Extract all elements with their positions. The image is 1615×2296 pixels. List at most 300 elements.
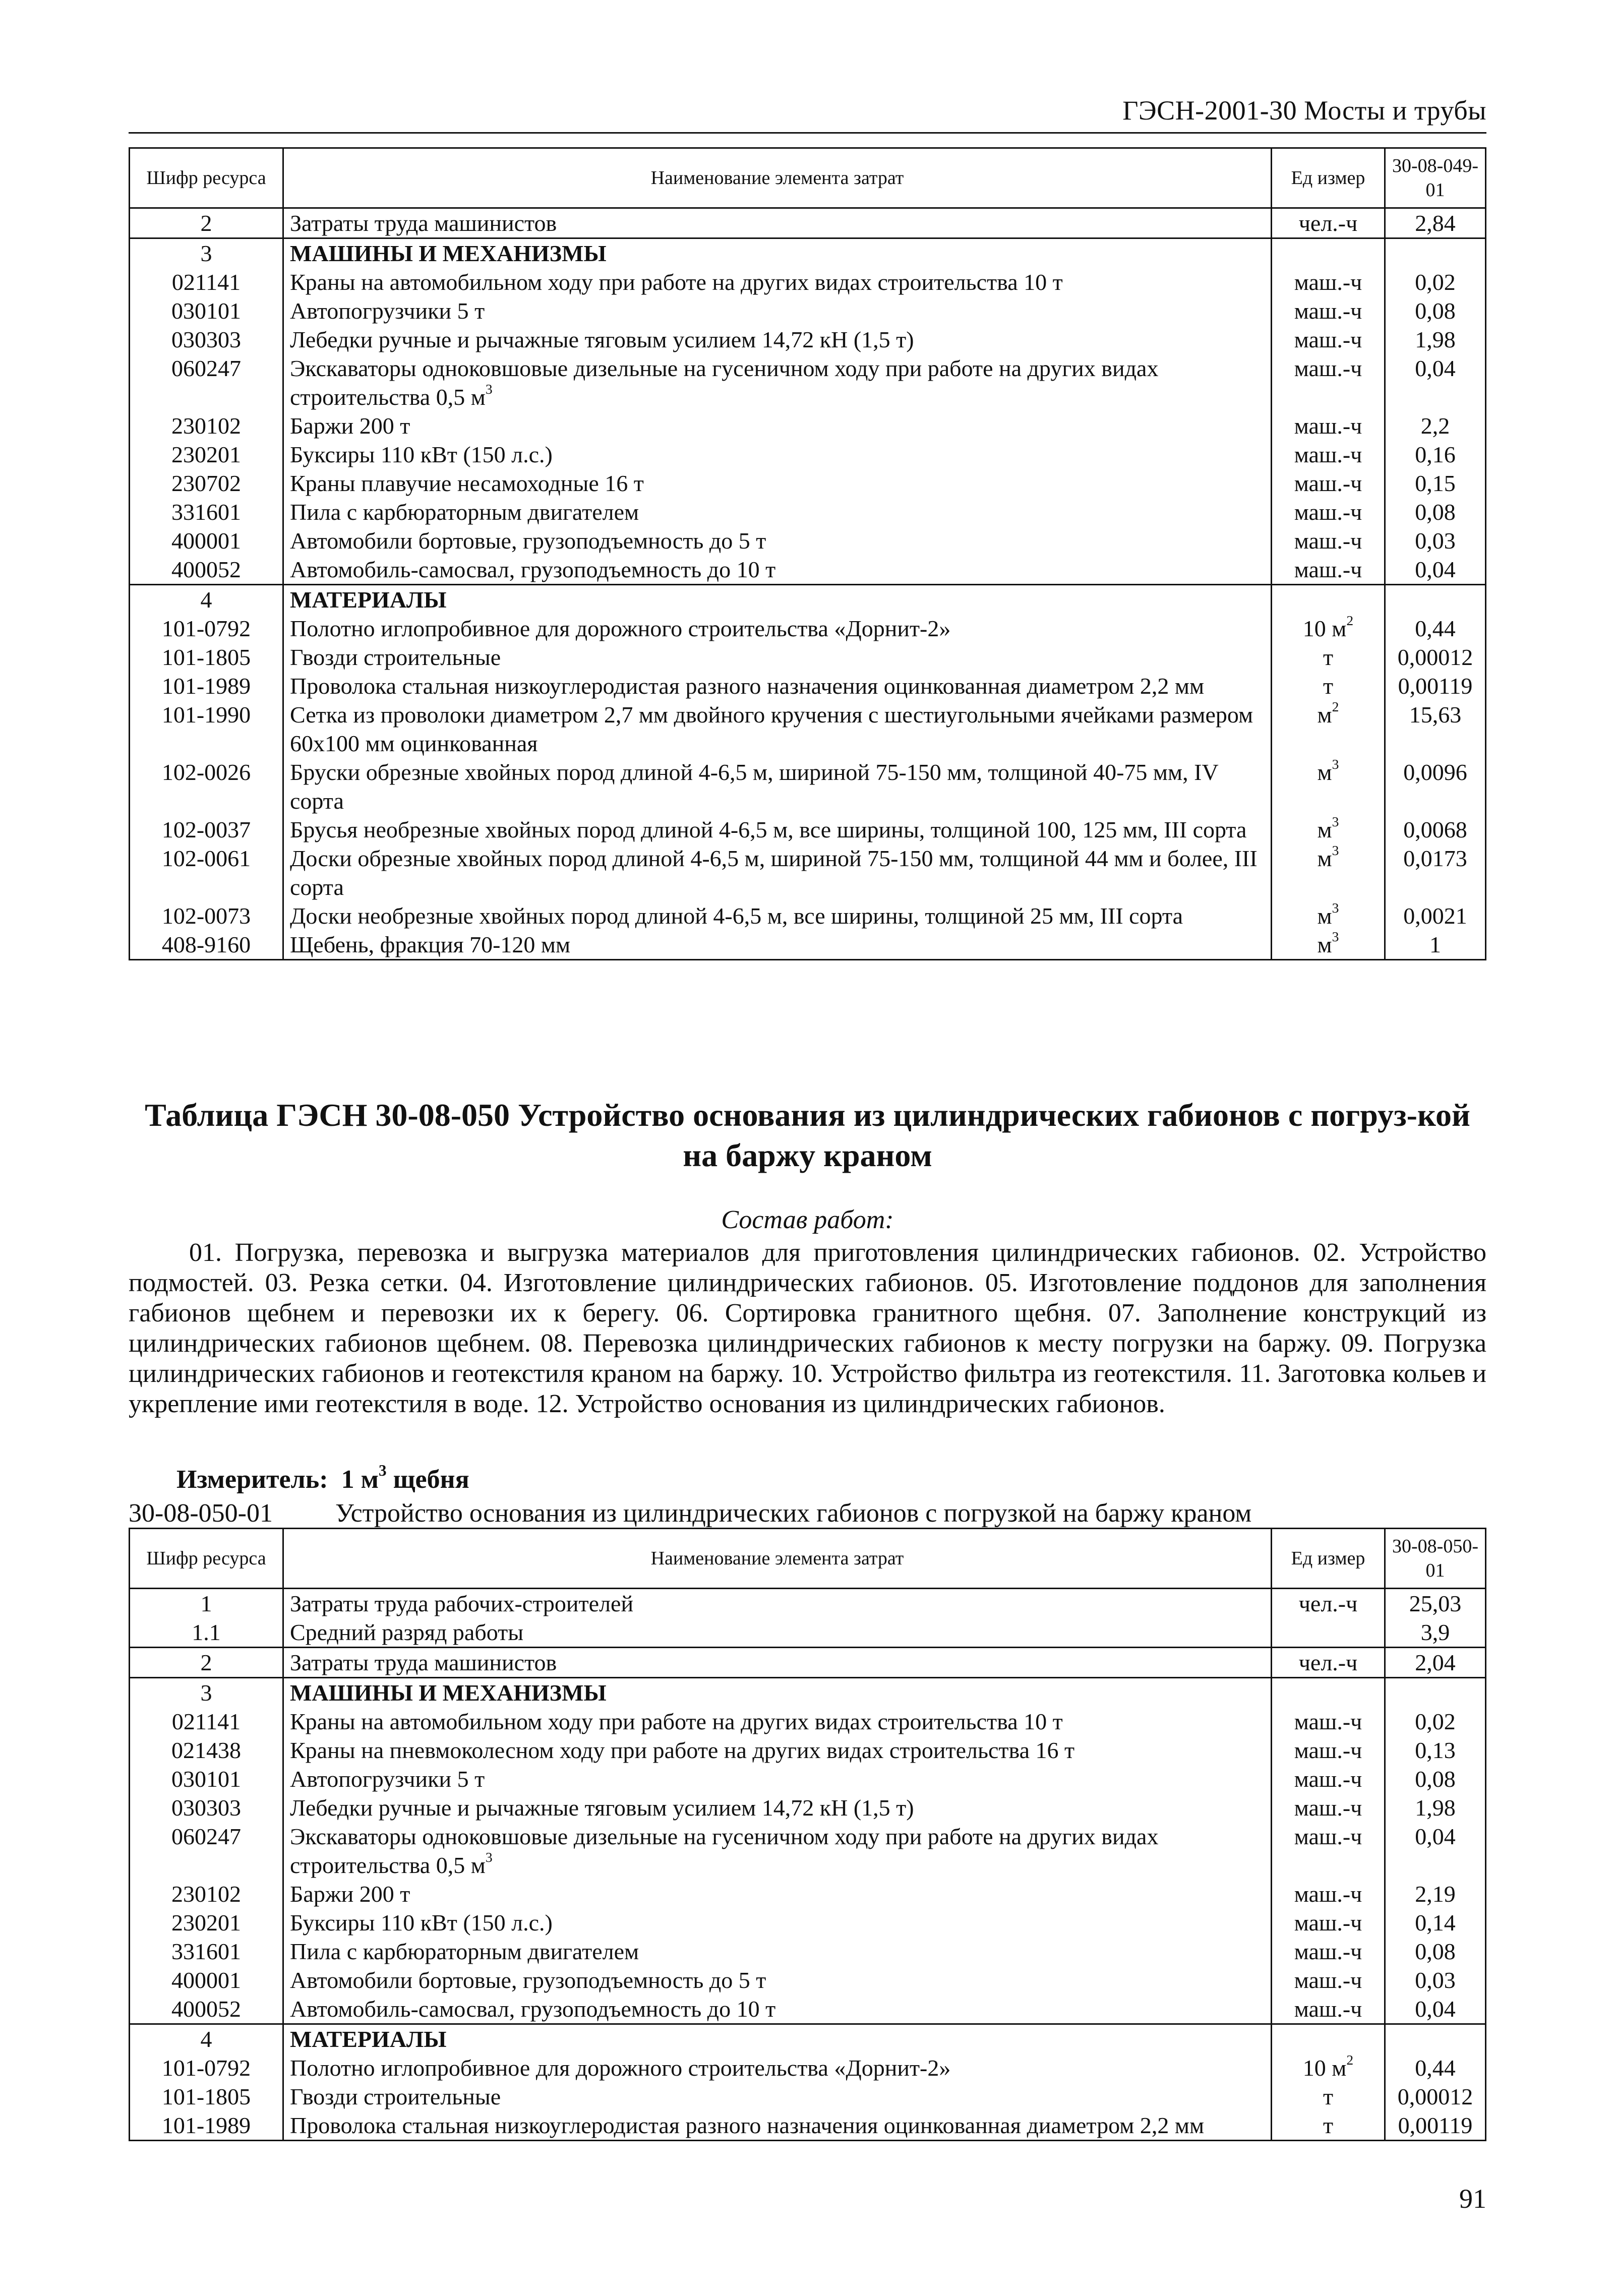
cell-name xyxy=(283,2111,1272,2141)
header-name: Наименование элемента затрат xyxy=(283,1529,1272,1589)
cell-name xyxy=(283,1937,1272,1966)
cell-name-text: МАТЕРИАЛЫ xyxy=(290,2026,447,2052)
cell-code-text: 331601 xyxy=(171,1939,241,1964)
cell-name-text: Проволока стальная низкоуглеродистая разного назначения оцинкованная диаметром 2,2 мм xyxy=(290,2112,1205,2138)
cell-value xyxy=(1385,1678,1486,1708)
cell-unit xyxy=(1272,1707,1385,1736)
cell-unit-text: маш.-ч xyxy=(1294,1766,1362,1792)
cell-unit xyxy=(1272,585,1385,615)
cell-unit-text: 10 м xyxy=(1302,2055,1347,2081)
cell-unit xyxy=(1272,614,1385,643)
cell-value xyxy=(1385,1880,1486,1908)
cell-name xyxy=(283,268,1272,296)
table-row xyxy=(130,325,1486,354)
cell-name-text: Баржи 200 т xyxy=(290,413,410,439)
cell-name-text: Проволока стальная низкоуглеродистая разного назначения оцинкованная диаметром 2,2 мм xyxy=(290,673,1205,699)
cell-name-text: Полотно иглопробивное для дорожного строительства «Дорнит-2» xyxy=(290,616,951,641)
cell-code-text: 101-1805 xyxy=(161,2084,251,2109)
resource-table-049 xyxy=(129,147,1486,960)
meter-unit: щебня xyxy=(393,1465,469,1494)
cell-value xyxy=(1385,901,1486,930)
cell-name-text: Пила с карбюраторным двигателем xyxy=(290,1939,639,1964)
cell-code-text: 4 xyxy=(200,2026,212,2052)
cell-unit xyxy=(1272,1793,1385,1822)
cell-name-text: Доски обрезные хвойных пород длиной 4-6,5 м, шириной 75-150 мм, толщиной 44 мм и более, III сорта xyxy=(290,845,1258,900)
cell-name xyxy=(283,672,1272,700)
cell-value xyxy=(1385,2024,1486,2054)
cell-name-text: Краны плавучие несамоходные 16 т xyxy=(290,470,644,496)
cell-code xyxy=(130,585,283,615)
cell-value-text: 0,00012 xyxy=(1397,644,1473,670)
header-unit: Ед измер xyxy=(1272,1529,1385,1589)
cell-value-text: 0,08 xyxy=(1415,499,1456,525)
cell-unit-sup: 3 xyxy=(1332,756,1339,772)
cell-code-text: 030303 xyxy=(171,1795,241,1821)
table-row xyxy=(130,1793,1486,1822)
cell-code-text: 400001 xyxy=(171,1967,241,1993)
cell-name xyxy=(283,1765,1272,1793)
cell-unit xyxy=(1272,354,1385,411)
cell-name-sup: 3 xyxy=(485,1849,493,1865)
table-header-row xyxy=(130,1529,1486,1589)
cell-value-text: 0,02 xyxy=(1415,269,1456,295)
cell-value xyxy=(1385,498,1486,526)
cell-name-text: Затраты труда машинистов xyxy=(290,1650,557,1675)
cell-name-text: Сетка из проволоки диаметром 2,7 мм двойного кручения с шестиугольными ячейками размером 60x100 мм оцинкованная xyxy=(290,702,1253,756)
table-row xyxy=(130,1589,1486,1618)
cell-unit xyxy=(1272,469,1385,498)
cell-unit-sup: 2 xyxy=(1346,2051,1354,2068)
cell-value xyxy=(1385,614,1486,643)
cell-code-text: 060247 xyxy=(171,1824,241,1849)
cell-value-text: 0,04 xyxy=(1415,557,1456,582)
cell-value-text: 1,98 xyxy=(1415,327,1456,352)
cell-unit-text: т xyxy=(1323,2084,1334,2109)
cell-code-text: 230201 xyxy=(171,442,241,467)
cell-code-text: 400052 xyxy=(171,557,241,582)
cell-name xyxy=(283,1793,1272,1822)
meter-sup: 3 xyxy=(379,1461,387,1479)
cell-unit-text: м xyxy=(1317,817,1332,842)
table-row xyxy=(130,815,1486,844)
cell-value xyxy=(1385,643,1486,672)
cell-unit xyxy=(1272,930,1385,960)
cell-unit-sup: 3 xyxy=(1332,813,1339,829)
cell-name xyxy=(283,585,1272,615)
cell-code xyxy=(130,643,283,672)
cell-value xyxy=(1385,325,1486,354)
cell-value xyxy=(1385,1937,1486,1966)
cell-code-text: 021438 xyxy=(171,1737,241,1763)
cell-value xyxy=(1385,354,1486,411)
cell-name xyxy=(283,526,1272,555)
cell-value xyxy=(1385,1822,1486,1880)
header-position: 30-08-050-01 xyxy=(1385,1529,1486,1589)
table-row xyxy=(130,1822,1486,1880)
cell-value xyxy=(1385,2111,1486,2141)
table-row xyxy=(130,1736,1486,1765)
cell-value xyxy=(1385,844,1486,901)
cell-value-text: 0,15 xyxy=(1415,470,1456,496)
cell-unit-text: маш.-ч xyxy=(1294,1967,1362,1993)
cell-unit xyxy=(1272,238,1385,268)
cell-code-text: 230201 xyxy=(171,1910,241,1936)
cell-name-text: Полотно иглопробивное для дорожного строительства «Дорнит-2» xyxy=(290,2055,951,2081)
cell-code xyxy=(130,614,283,643)
cell-code xyxy=(130,354,283,411)
table-row xyxy=(130,2082,1486,2111)
cell-unit-text: чел.-ч xyxy=(1298,1650,1358,1675)
cell-code-text: 1.1 xyxy=(192,1619,221,1645)
position-code: 30-08-050-01 xyxy=(129,1499,273,1528)
cell-unit xyxy=(1272,2053,1385,2082)
cell-value-text: 0,03 xyxy=(1415,528,1456,554)
cell-unit-text: маш.-ч xyxy=(1294,355,1362,381)
cell-unit xyxy=(1272,1937,1385,1966)
table-row xyxy=(130,469,1486,498)
cell-name xyxy=(283,2082,1272,2111)
cell-name-text: Автомобиль-самосвал, грузоподъемность до 10 т xyxy=(290,1996,776,2022)
cell-value xyxy=(1385,208,1486,238)
cell-name-text: Автомобили бортовые, грузоподъемность до 5 т xyxy=(290,528,766,554)
cell-value-text: 0,00012 xyxy=(1397,2084,1473,2109)
cell-unit xyxy=(1272,268,1385,296)
table-row xyxy=(130,354,1486,411)
cell-value xyxy=(1385,1908,1486,1937)
cell-name xyxy=(283,1908,1272,1937)
cell-code xyxy=(130,1765,283,1793)
cell-name xyxy=(283,1880,1272,1908)
cell-value-text: 1,98 xyxy=(1415,1795,1456,1821)
cell-unit-text: маш.-ч xyxy=(1294,1881,1362,1907)
cell-code xyxy=(130,296,283,325)
cell-name xyxy=(283,1995,1272,2024)
table-row xyxy=(130,1678,1486,1708)
cell-unit xyxy=(1272,498,1385,526)
cell-code xyxy=(130,2024,283,2054)
cell-value-text: 25,03 xyxy=(1409,1591,1462,1616)
table-row xyxy=(130,1618,1486,1648)
cell-value xyxy=(1385,758,1486,815)
cell-code-text: 230102 xyxy=(171,1881,241,1907)
cell-unit-text: маш.-ч xyxy=(1294,1824,1362,1849)
cell-value-text: 0,13 xyxy=(1415,1737,1456,1763)
cell-name-text: Бруски обрезные хвойных пород длиной 4-6,5 м, шириной 75-150 мм, толщиной 40-75 мм, IV сорта xyxy=(290,759,1218,814)
cell-name-text: Автопогрузчики 5 т xyxy=(290,298,485,324)
cell-unit xyxy=(1272,555,1385,585)
cell-value xyxy=(1385,1648,1486,1678)
cell-value-text: 3,9 xyxy=(1420,1619,1450,1645)
table-row xyxy=(130,238,1486,268)
table-row xyxy=(130,555,1486,585)
cell-value xyxy=(1385,1995,1486,2024)
cell-unit-sup: 3 xyxy=(1332,928,1339,944)
cell-unit-text: маш.-ч xyxy=(1294,1996,1362,2022)
composition-label: Состав работ: xyxy=(721,1205,894,1234)
cell-code xyxy=(130,1966,283,1995)
cell-unit-text: чел.-ч xyxy=(1298,210,1358,236)
cell-code xyxy=(130,1618,283,1648)
cell-unit-sup: 2 xyxy=(1332,698,1339,714)
cell-code xyxy=(130,526,283,555)
cell-name-text: Экскаваторы одноковшовые дизельные на гусеничном ходу при работе на других видах строительства 0,5 м xyxy=(290,355,1159,410)
table-row xyxy=(130,614,1486,643)
cell-unit xyxy=(1272,901,1385,930)
cell-code xyxy=(130,901,283,930)
cell-value-text: 0,03 xyxy=(1415,1967,1456,1993)
cell-value xyxy=(1385,268,1486,296)
table-row xyxy=(130,498,1486,526)
cell-code-text: 1 xyxy=(200,1591,212,1616)
header-position: 30-08-049-01 xyxy=(1385,148,1486,208)
meter-value: 1 м xyxy=(341,1465,379,1494)
cell-unit-text: маш.-ч xyxy=(1294,1910,1362,1936)
cell-unit-text: маш.-ч xyxy=(1294,1939,1362,1964)
cell-unit xyxy=(1272,1995,1385,2024)
cell-unit xyxy=(1272,325,1385,354)
cell-code xyxy=(130,2053,283,2082)
cell-name xyxy=(283,2053,1272,2082)
cell-code-text: 030101 xyxy=(171,1766,241,1792)
cell-code xyxy=(130,758,283,815)
cell-value xyxy=(1385,1793,1486,1822)
cell-value-text: 0,00119 xyxy=(1398,2112,1473,2138)
cell-value-text: 15,63 xyxy=(1409,702,1462,728)
cell-code xyxy=(130,1736,283,1765)
table-title: Таблица ГЭСН 30-08-050 Устройство основания из цилиндрических габионов с погруз-кой на баржу краном xyxy=(145,1097,1470,1173)
table-row xyxy=(130,1765,1486,1793)
table-row xyxy=(130,901,1486,930)
cell-code-text: 2 xyxy=(200,210,212,236)
cell-unit xyxy=(1272,672,1385,700)
meter xyxy=(176,1461,469,1494)
cell-name xyxy=(283,700,1272,758)
cell-unit-sup: 3 xyxy=(1332,842,1339,858)
cell-name xyxy=(283,1822,1272,1880)
table-header-row xyxy=(130,148,1486,208)
cell-value xyxy=(1385,1765,1486,1793)
cell-code xyxy=(130,672,283,700)
cell-value xyxy=(1385,238,1486,268)
cell-name xyxy=(283,901,1272,930)
cell-code-text: 230102 xyxy=(171,413,241,439)
cell-value-text: 0,08 xyxy=(1415,1766,1456,1792)
cell-unit xyxy=(1272,1618,1385,1648)
table-row xyxy=(130,2024,1486,2054)
cell-unit xyxy=(1272,296,1385,325)
cell-unit-text: маш.-ч xyxy=(1294,413,1362,439)
cell-unit-text: т xyxy=(1323,2112,1334,2138)
cell-name xyxy=(283,758,1272,815)
cell-code xyxy=(130,1678,283,1708)
cell-name-text: Краны на автомобильном ходу при работе на других видах строительства 10 т xyxy=(290,1709,1063,1734)
cell-unit-sup: 3 xyxy=(1332,899,1339,916)
resource-table-050 xyxy=(129,1528,1486,2141)
cell-name-text: МАШИНЫ И МЕХАНИЗМЫ xyxy=(290,240,607,266)
cell-value-text: 2,2 xyxy=(1420,413,1450,439)
cell-value-text: 0,14 xyxy=(1415,1910,1456,1936)
cell-code xyxy=(130,1648,283,1678)
table-row xyxy=(130,526,1486,555)
cell-name xyxy=(283,411,1272,440)
cell-value xyxy=(1385,469,1486,498)
cell-name-text: Затраты труда рабочих-строителей xyxy=(290,1591,634,1616)
cell-unit-text: м xyxy=(1317,932,1332,957)
cell-unit-text: маш.-ч xyxy=(1294,298,1362,324)
cell-unit-text: 10 м xyxy=(1302,616,1347,641)
table-row xyxy=(130,844,1486,901)
header-unit: Ед измер xyxy=(1272,148,1385,208)
cell-code xyxy=(130,325,283,354)
cell-name xyxy=(283,1589,1272,1618)
composition-text: 01. Погрузка, перевозка и выгрузка материалов для приготовления цилиндрических габионов. 02. Устройство подмостей. 03. Резка сетки. 04. Изготовление цилиндрических габионов. 05. Изготовление поддонов для заполнения габионов щебнем и перевозки их к берегу. 06. Сортировка гранитного щебня. 07. Заполнение конструкций из цилиндрических габионов щебнем. 08. Перевозка цилиндрических габионов к месту погрузки на баржу. 09. Погрузка цилиндрических габионов и геотекстиля краном на баржу. 10. Устройство фильтра из геотекстиля. 11. Заготовка кольев и укрепление ими геотекстиля в воде. 12. Устройство основания из цилиндрических габионов. xyxy=(129,1238,1486,1418)
cell-name-text: МАТЕРИАЛЫ xyxy=(290,587,447,613)
cell-unit-text: т xyxy=(1323,673,1334,699)
cell-value xyxy=(1385,930,1486,960)
cell-unit xyxy=(1272,440,1385,469)
cell-code xyxy=(130,440,283,469)
cell-unit xyxy=(1272,526,1385,555)
cell-code xyxy=(130,1589,283,1618)
cell-code xyxy=(130,930,283,960)
cell-code xyxy=(130,2111,283,2141)
cell-name-text: Пила с карбюраторным двигателем xyxy=(290,499,639,525)
cell-name xyxy=(283,238,1272,268)
cell-code-text: 030303 xyxy=(171,327,241,352)
cell-code-text: 021141 xyxy=(171,1709,241,1734)
cell-name xyxy=(283,643,1272,672)
cell-unit xyxy=(1272,815,1385,844)
cell-code xyxy=(130,1908,283,1937)
cell-code xyxy=(130,1995,283,2024)
cell-name xyxy=(283,1678,1272,1708)
cell-unit-text: маш.-ч xyxy=(1294,1795,1362,1821)
cell-name-text: Гвозди строительные xyxy=(290,644,501,670)
cell-value xyxy=(1385,1707,1486,1736)
cell-value-text: 2,19 xyxy=(1415,1881,1456,1907)
cell-value-text: 0,0068 xyxy=(1403,817,1467,842)
cell-unit-text: м xyxy=(1317,903,1332,929)
cell-value xyxy=(1385,1589,1486,1618)
cell-unit xyxy=(1272,1648,1385,1678)
cell-name-text: Средний разряд работы xyxy=(290,1619,524,1645)
cell-value-text: 0,0096 xyxy=(1403,759,1467,785)
cell-code xyxy=(130,555,283,585)
cell-code-text: 102-0037 xyxy=(161,817,251,842)
cell-name xyxy=(283,1707,1272,1736)
cell-code-text: 3 xyxy=(200,1680,212,1706)
cell-value-text: 2,84 xyxy=(1415,210,1456,236)
cell-value xyxy=(1385,672,1486,700)
table-row xyxy=(130,1648,1486,1678)
cell-name xyxy=(283,498,1272,526)
cell-name-text: Автопогрузчики 5 т xyxy=(290,1766,485,1792)
table-row xyxy=(130,268,1486,296)
cell-code xyxy=(130,498,283,526)
cell-name xyxy=(283,440,1272,469)
cell-unit xyxy=(1272,1822,1385,1880)
cell-unit xyxy=(1272,411,1385,440)
cell-unit-text: маш.-ч xyxy=(1294,499,1362,525)
table-row xyxy=(130,1707,1486,1736)
cell-unit xyxy=(1272,2111,1385,2141)
cell-value-text: 0,44 xyxy=(1415,2055,1456,2081)
cell-value xyxy=(1385,1966,1486,1995)
cell-code-text: 3 xyxy=(200,240,212,266)
table-row xyxy=(130,672,1486,700)
cell-name-text: Гвозди строительные xyxy=(290,2084,501,2109)
cell-value-text: 0,08 xyxy=(1415,298,1456,324)
cell-name xyxy=(283,2024,1272,2054)
cell-unit xyxy=(1272,1908,1385,1937)
table-row xyxy=(130,1995,1486,2024)
cell-value xyxy=(1385,411,1486,440)
cell-unit xyxy=(1272,758,1385,815)
cell-unit xyxy=(1272,643,1385,672)
cell-name xyxy=(283,614,1272,643)
cell-name xyxy=(283,1648,1272,1678)
cell-code xyxy=(130,1793,283,1822)
cell-value-text: 0,00119 xyxy=(1398,673,1473,699)
header-name: Наименование элемента затрат xyxy=(283,148,1272,208)
cell-unit-text: маш.-ч xyxy=(1294,1737,1362,1763)
cell-name-text: Краны на автомобильном ходу при работе на других видах строительства 10 т xyxy=(290,269,1063,295)
cell-unit xyxy=(1272,844,1385,901)
cell-value xyxy=(1385,526,1486,555)
cell-unit xyxy=(1272,1880,1385,1908)
cell-code-text: 030101 xyxy=(171,298,241,324)
cell-value-text: 0,04 xyxy=(1415,1996,1456,2022)
cell-code-text: 021141 xyxy=(171,269,241,295)
cell-name xyxy=(283,1736,1272,1765)
cell-name-text: Краны на пневмоколесном ходу при работе на других видах строительства 16 т xyxy=(290,1737,1075,1763)
page-number: 91 xyxy=(1459,2184,1486,2214)
cell-value-text: 0,04 xyxy=(1415,1824,1456,1849)
cell-name-text: Лебедки ручные и рычажные тяговым усилием 14,72 кН (1,5 т) xyxy=(290,1795,914,1821)
cell-code xyxy=(130,844,283,901)
table-row xyxy=(130,411,1486,440)
cell-value-text: 0,44 xyxy=(1415,616,1456,641)
cell-unit-text: маш.-ч xyxy=(1294,327,1362,352)
table-row xyxy=(130,440,1486,469)
cell-name xyxy=(283,1966,1272,1995)
cell-value-text: 1 xyxy=(1429,932,1441,957)
cell-code xyxy=(130,1880,283,1908)
cell-value xyxy=(1385,2053,1486,2082)
cell-unit-text: маш.-ч xyxy=(1294,557,1362,582)
cell-name-text: Щебень, фракция 70-120 мм xyxy=(290,932,571,957)
table-row xyxy=(130,1880,1486,1908)
cell-unit-text: маш.-ч xyxy=(1294,528,1362,554)
cell-unit xyxy=(1272,1678,1385,1708)
cell-name-text: Автомобили бортовые, грузоподъемность до 5 т xyxy=(290,1967,766,1993)
cell-unit-text: м xyxy=(1317,759,1332,785)
cell-name xyxy=(283,208,1272,238)
cell-name-text: Автомобиль-самосвал, грузоподъемность до 10 т xyxy=(290,557,776,582)
cell-code-text: 4 xyxy=(200,587,212,613)
position-line xyxy=(129,1498,1251,1528)
cell-name-text: Доски необрезные хвойных пород длиной 4-6,5 м, все ширины, толщиной 25 мм, III сорта xyxy=(290,903,1183,929)
cell-code-text: 2 xyxy=(200,1650,212,1675)
cell-code-text: 060247 xyxy=(171,355,241,381)
cell-value-text: 0,02 xyxy=(1415,1709,1456,1734)
table-row xyxy=(130,2111,1486,2141)
cell-name xyxy=(283,1618,1272,1648)
cell-unit-text: т xyxy=(1323,644,1334,670)
cell-unit-text: м xyxy=(1317,702,1332,728)
header-code: Шифр ресурса xyxy=(130,1529,283,1589)
cell-name-text: Буксиры 110 кВт (150 л.с.) xyxy=(290,442,553,467)
